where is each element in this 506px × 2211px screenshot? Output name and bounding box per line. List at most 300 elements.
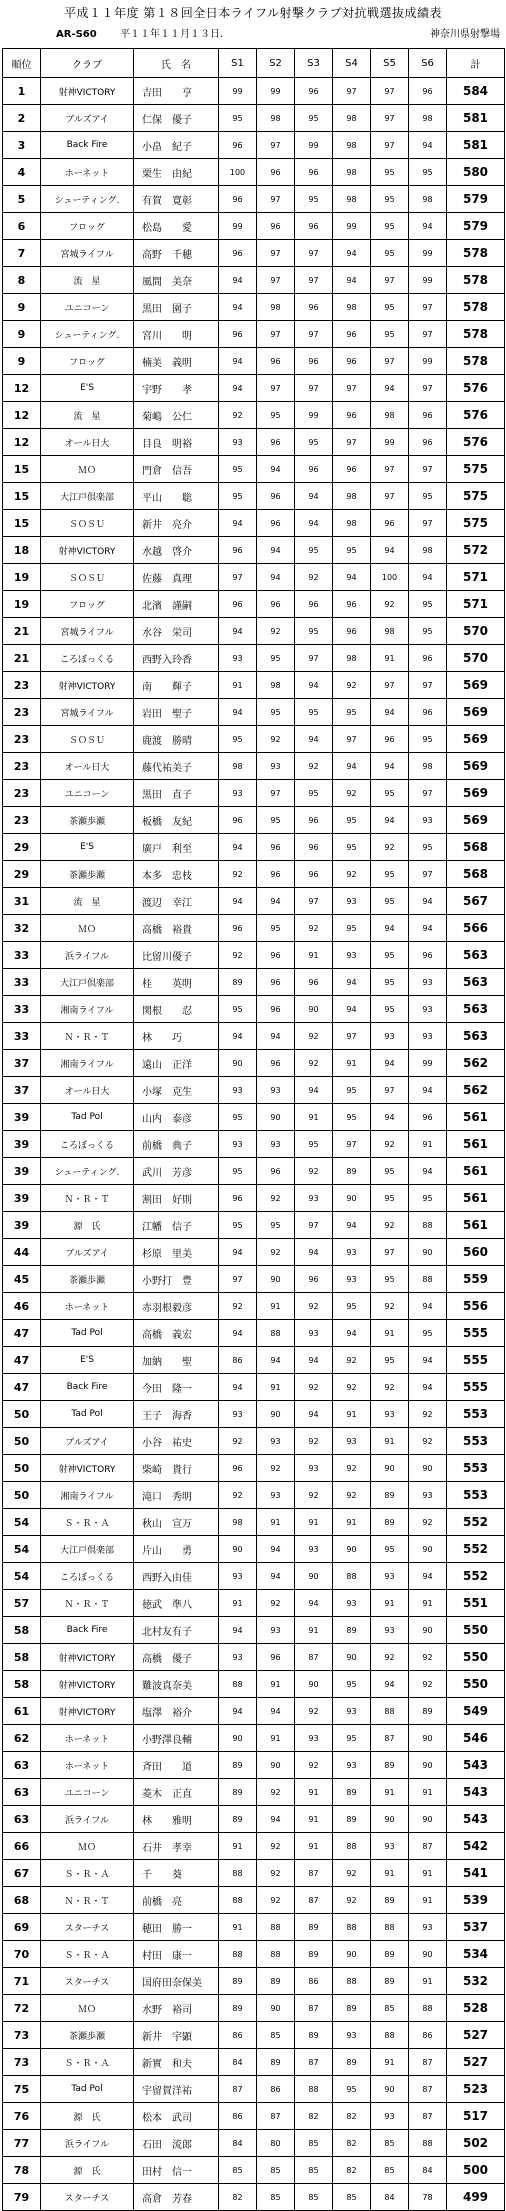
name-cell: 小塚 克生 [134, 1077, 219, 1104]
s6-cell: 94 [409, 1563, 447, 1590]
s4-cell: 90 [333, 1536, 371, 1563]
s6-cell: 96 [409, 1104, 447, 1131]
s1-cell: 96 [219, 807, 257, 834]
s2-cell: 90 [257, 1266, 295, 1293]
s3-cell: 92 [295, 1374, 333, 1401]
s6-cell: 90 [409, 1941, 447, 1968]
s6-cell: 95 [409, 726, 447, 753]
rank-cell: 75 [3, 2076, 41, 2103]
s5-cell: 92 [371, 1212, 409, 1239]
s2-cell: 99 [257, 78, 295, 105]
name-cell: 廣戸 利至 [134, 834, 219, 861]
s2-cell: 96 [257, 213, 295, 240]
s3-cell: 91 [295, 1617, 333, 1644]
s1-cell: 90 [219, 1725, 257, 1752]
s6-cell: 90 [409, 1725, 447, 1752]
rank-cell: 3 [3, 132, 41, 159]
club-cell: 射神VICTORY [41, 78, 134, 105]
s4-cell: 97 [333, 726, 371, 753]
table-row [3, 132, 505, 159]
table-row [3, 1968, 505, 1995]
total-cell: 543 [447, 1779, 505, 1806]
name-cell: 前橋 亮 [134, 1887, 219, 1914]
header-s6: S6 [409, 49, 447, 78]
s5-cell: 95 [371, 1185, 409, 1212]
name-cell: 門倉 信吾 [134, 456, 219, 483]
s2-cell: 92 [257, 1860, 295, 1887]
s1-cell: 96 [219, 186, 257, 213]
s6-cell: 94 [409, 1293, 447, 1320]
total-cell: 500 [447, 2157, 505, 2184]
s2-cell: 94 [257, 456, 295, 483]
s5-cell: 98 [371, 402, 409, 429]
s6-cell: 89 [409, 1698, 447, 1725]
rank-cell: 47 [3, 1374, 41, 1401]
s2-cell: 91 [257, 1509, 295, 1536]
total-cell: 550 [447, 1644, 505, 1671]
rank-cell: 37 [3, 1050, 41, 1077]
s6-cell: 95 [409, 483, 447, 510]
s5-cell: 97 [371, 1239, 409, 1266]
total-cell: 561 [447, 1158, 505, 1185]
s3-cell: 94 [295, 1077, 333, 1104]
s1-cell: 96 [219, 1455, 257, 1482]
rank-cell: 33 [3, 996, 41, 1023]
rank-cell: 29 [3, 834, 41, 861]
table-row [3, 1590, 505, 1617]
total-cell: 543 [447, 1752, 505, 1779]
rank-cell: 1 [3, 78, 41, 105]
s1-cell: 92 [219, 942, 257, 969]
s3-cell: 87 [295, 2049, 333, 2076]
table-row [3, 2130, 505, 2157]
total-cell: 571 [447, 564, 505, 591]
name-cell: 小畠 紀子 [134, 132, 219, 159]
club-cell: ブルズアイ [41, 105, 134, 132]
s3-cell: 92 [295, 1023, 333, 1050]
rank-cell: 9 [3, 348, 41, 375]
s3-cell: 94 [295, 1590, 333, 1617]
s2-cell: 88 [257, 1914, 295, 1941]
s4-cell: 82 [333, 2157, 371, 2184]
name-cell: 関根 忍 [134, 996, 219, 1023]
s4-cell: 89 [333, 1995, 371, 2022]
s2-cell: 91 [257, 1671, 295, 1698]
s2-cell: 94 [257, 1563, 295, 1590]
total-cell: 555 [447, 1374, 505, 1401]
s3-cell: 97 [295, 1212, 333, 1239]
total-cell: 575 [447, 510, 505, 537]
s3-cell: 97 [295, 375, 333, 402]
s4-cell: 93 [333, 1266, 371, 1293]
s6-cell: 87 [409, 2049, 447, 2076]
rank-cell: 39 [3, 1104, 41, 1131]
rank-cell: 54 [3, 1536, 41, 1563]
table-row [3, 2022, 505, 2049]
name-cell: 林 巧 [134, 1023, 219, 1050]
s4-cell: 88 [333, 1563, 371, 1590]
s1-cell: 93 [219, 780, 257, 807]
s6-cell: 97 [409, 861, 447, 888]
s4-cell: 96 [333, 321, 371, 348]
s1-cell: 93 [219, 1563, 257, 1590]
s5-cell: 91 [371, 1428, 409, 1455]
rank-cell: 21 [3, 618, 41, 645]
s3-cell: 85 [295, 2130, 333, 2157]
total-cell: 576 [447, 402, 505, 429]
s2-cell: 94 [257, 1536, 295, 1563]
s4-cell: 98 [333, 132, 371, 159]
s6-cell: 97 [409, 375, 447, 402]
club-cell: 射神VICTORY [41, 1455, 134, 1482]
table-row [3, 1887, 505, 1914]
s1-cell: 92 [219, 1428, 257, 1455]
table-row [3, 1401, 505, 1428]
s5-cell: 90 [371, 1806, 409, 1833]
s3-cell: 86 [295, 1968, 333, 1995]
s4-cell: 82 [333, 2130, 371, 2157]
table-row [3, 1212, 505, 1239]
total-cell: 569 [447, 780, 505, 807]
total-cell: 569 [447, 699, 505, 726]
event-code: AR-S60 [56, 29, 97, 40]
club-cell: 射神VICTORY [41, 672, 134, 699]
club-cell: スターチス [41, 1914, 134, 1941]
s5-cell: 97 [371, 456, 409, 483]
s6-cell: 97 [409, 294, 447, 321]
s4-cell: 94 [333, 240, 371, 267]
s4-cell: 92 [333, 1347, 371, 1374]
s1-cell: 92 [219, 1482, 257, 1509]
rank-cell: 23 [3, 699, 41, 726]
name-cell: 武川 芳彦 [134, 1158, 219, 1185]
s1-cell: 96 [219, 240, 257, 267]
s6-cell: 88 [409, 2130, 447, 2157]
s3-cell: 91 [295, 1509, 333, 1536]
header-s5: S5 [371, 49, 409, 78]
table-row [3, 267, 505, 294]
table-row [3, 1779, 505, 1806]
club-cell: シューティング. [41, 321, 134, 348]
s2-cell: 96 [257, 483, 295, 510]
s3-cell: 95 [295, 618, 333, 645]
total-cell: 569 [447, 753, 505, 780]
rank-cell: 63 [3, 1779, 41, 1806]
s3-cell: 89 [295, 1941, 333, 1968]
name-cell: 小谷 祐史 [134, 1428, 219, 1455]
name-cell: 宮川 明 [134, 321, 219, 348]
total-cell: 578 [447, 294, 505, 321]
name-cell: 山内 泰彦 [134, 1104, 219, 1131]
s1-cell: 94 [219, 294, 257, 321]
club-cell: ころぼっくる [41, 1131, 134, 1158]
s2-cell: 96 [257, 834, 295, 861]
s5-cell: 97 [371, 105, 409, 132]
table-row [3, 1644, 505, 1671]
s2-cell: 86 [257, 2076, 295, 2103]
total-cell: 553 [447, 1455, 505, 1482]
s1-cell: 84 [219, 2130, 257, 2157]
s2-cell: 91 [257, 1725, 295, 1752]
name-cell: 栗生 由紀 [134, 159, 219, 186]
s1-cell: 97 [219, 1266, 257, 1293]
s1-cell: 94 [219, 1617, 257, 1644]
s4-cell: 96 [333, 348, 371, 375]
table-row [3, 348, 505, 375]
s3-cell: 96 [295, 294, 333, 321]
s2-cell: 95 [257, 402, 295, 429]
name-cell: 斉田 道 [134, 1752, 219, 1779]
rank-cell: 46 [3, 1293, 41, 1320]
s2-cell: 97 [257, 132, 295, 159]
s4-cell: 94 [333, 996, 371, 1023]
s1-cell: 93 [219, 1131, 257, 1158]
s5-cell: 93 [371, 1617, 409, 1644]
s5-cell: 91 [371, 2049, 409, 2076]
s1-cell: 89 [219, 1968, 257, 1995]
s5-cell: 94 [371, 537, 409, 564]
club-cell: 宮城ライフル [41, 699, 134, 726]
s1-cell: 93 [219, 429, 257, 456]
s2-cell: 97 [257, 375, 295, 402]
rank-cell: 39 [3, 1185, 41, 1212]
s5-cell: 97 [371, 267, 409, 294]
total-cell: 568 [447, 834, 505, 861]
s5-cell: 89 [371, 1968, 409, 1995]
s2-cell: 94 [257, 1023, 295, 1050]
club-cell: フロッグ [41, 591, 134, 618]
s2-cell: 94 [257, 1806, 295, 1833]
s6-cell: 96 [409, 942, 447, 969]
name-cell: 杉原 里美 [134, 1239, 219, 1266]
table-row [3, 1833, 505, 1860]
total-cell: 561 [447, 1212, 505, 1239]
s6-cell: 92 [409, 1644, 447, 1671]
s6-cell: 97 [409, 321, 447, 348]
s5-cell: 95 [371, 942, 409, 969]
s3-cell: 99 [295, 132, 333, 159]
s5-cell: 95 [371, 159, 409, 186]
table-row [3, 1293, 505, 1320]
total-cell: 527 [447, 2049, 505, 2076]
s3-cell: 96 [295, 159, 333, 186]
s5-cell: 94 [371, 375, 409, 402]
rank-cell: 50 [3, 1455, 41, 1482]
s3-cell: 94 [295, 1401, 333, 1428]
name-cell: 松島 愛 [134, 213, 219, 240]
total-cell: 563 [447, 996, 505, 1023]
s3-cell: 94 [295, 483, 333, 510]
s2-cell: 93 [257, 1077, 295, 1104]
total-cell: 552 [447, 1509, 505, 1536]
table-row [3, 564, 505, 591]
s4-cell: 96 [333, 591, 371, 618]
table-row [3, 1158, 505, 1185]
table-row [3, 915, 505, 942]
s1-cell: 89 [219, 969, 257, 996]
s6-cell: 91 [409, 1968, 447, 1995]
s6-cell: 99 [409, 348, 447, 375]
rank-cell: 5 [3, 186, 41, 213]
s3-cell: 89 [295, 2022, 333, 2049]
s4-cell: 95 [333, 699, 371, 726]
s2-cell: 95 [257, 807, 295, 834]
club-cell: ブルズアイ [41, 1239, 134, 1266]
header-total: 計 [447, 49, 505, 78]
name-cell: 菱木 正直 [134, 1779, 219, 1806]
s6-cell: 94 [409, 1347, 447, 1374]
name-cell: 高橋 優子 [134, 1644, 219, 1671]
s3-cell: 92 [295, 1158, 333, 1185]
s4-cell: 92 [333, 1860, 371, 1887]
total-cell: 555 [447, 1347, 505, 1374]
club-cell: ホーネット [41, 1725, 134, 1752]
s2-cell: 92 [257, 1779, 295, 1806]
s3-cell: 91 [295, 1104, 333, 1131]
s4-cell: 95 [333, 1725, 371, 1752]
total-cell: 576 [447, 375, 505, 402]
total-cell: 553 [447, 1482, 505, 1509]
s5-cell: 84 [371, 2184, 409, 2211]
s1-cell: 94 [219, 1320, 257, 1347]
s2-cell: 93 [257, 1482, 295, 1509]
total-cell: 569 [447, 672, 505, 699]
table-row [3, 591, 505, 618]
s6-cell: 93 [409, 1023, 447, 1050]
s6-cell: 94 [409, 915, 447, 942]
rank-cell: 76 [3, 2103, 41, 2130]
total-cell: 581 [447, 132, 505, 159]
s6-cell: 87 [409, 1833, 447, 1860]
total-cell: 570 [447, 618, 505, 645]
total-cell: 563 [447, 1023, 505, 1050]
table-row [3, 672, 505, 699]
rank-cell: 7 [3, 240, 41, 267]
s4-cell: 94 [333, 1212, 371, 1239]
name-cell: 柴崎 貴行 [134, 1455, 219, 1482]
club-cell: ころぼっくる [41, 1563, 134, 1590]
s3-cell: 96 [295, 348, 333, 375]
s4-cell: 95 [333, 807, 371, 834]
rank-cell: 63 [3, 1806, 41, 1833]
total-cell: 578 [447, 267, 505, 294]
s1-cell: 94 [219, 1239, 257, 1266]
table-row [3, 1131, 505, 1158]
name-cell: 佐藤 真理 [134, 564, 219, 591]
s5-cell: 96 [371, 510, 409, 537]
s1-cell: 95 [219, 105, 257, 132]
s4-cell: 92 [333, 1887, 371, 1914]
name-cell: 板橋 友紀 [134, 807, 219, 834]
s5-cell: 91 [371, 1320, 409, 1347]
s3-cell: 90 [295, 996, 333, 1023]
s1-cell: 91 [219, 1914, 257, 1941]
s6-cell: 90 [409, 1239, 447, 1266]
name-cell: 北濱 謹嗣 [134, 591, 219, 618]
total-cell: 552 [447, 1536, 505, 1563]
s6-cell: 98 [409, 186, 447, 213]
club-cell: 源 氏 [41, 2157, 134, 2184]
rank-cell: 47 [3, 1320, 41, 1347]
s6-cell: 93 [409, 1482, 447, 1509]
s6-cell: 92 [409, 1671, 447, 1698]
s2-cell: 96 [257, 510, 295, 537]
total-cell: 550 [447, 1617, 505, 1644]
name-cell: 遠山 正洋 [134, 1050, 219, 1077]
s5-cell: 97 [371, 1077, 409, 1104]
table-row [3, 510, 505, 537]
table-row [3, 537, 505, 564]
s1-cell: 92 [219, 402, 257, 429]
table-row [3, 726, 505, 753]
name-cell: 田村 信一 [134, 2157, 219, 2184]
table-row [3, 2049, 505, 2076]
s3-cell: 94 [295, 672, 333, 699]
name-cell: 穂田 勝一 [134, 1914, 219, 1941]
s1-cell: 92 [219, 861, 257, 888]
s6-cell: 93 [409, 1914, 447, 1941]
s2-cell: 92 [257, 726, 295, 753]
s1-cell: 89 [219, 1752, 257, 1779]
s3-cell: 92 [295, 1698, 333, 1725]
table-row [3, 780, 505, 807]
s4-cell: 90 [333, 1644, 371, 1671]
s6-cell: 96 [409, 645, 447, 672]
table-row [3, 1374, 505, 1401]
s6-cell: 90 [409, 1806, 447, 1833]
s1-cell: 97 [219, 564, 257, 591]
s5-cell: 88 [371, 1914, 409, 1941]
club-cell: Ｎ・Ｒ・Ｔ [41, 1590, 134, 1617]
s5-cell: 93 [371, 1401, 409, 1428]
s2-cell: 90 [257, 1401, 295, 1428]
s4-cell: 95 [333, 915, 371, 942]
s3-cell: 92 [295, 1752, 333, 1779]
s5-cell: 94 [371, 1104, 409, 1131]
name-cell: 片山 勇 [134, 1536, 219, 1563]
s4-cell: 89 [333, 2049, 371, 2076]
name-cell: 目良 明裕 [134, 429, 219, 456]
club-cell: 大江戸倶楽部 [41, 1536, 134, 1563]
s4-cell: 93 [333, 1752, 371, 1779]
s2-cell: 96 [257, 996, 295, 1023]
table-row [3, 1455, 505, 1482]
s1-cell: 89 [219, 1995, 257, 2022]
s3-cell: 96 [295, 807, 333, 834]
rank-cell: 71 [3, 1968, 41, 1995]
s6-cell: 91 [409, 1860, 447, 1887]
s3-cell: 95 [295, 186, 333, 213]
table-row [3, 753, 505, 780]
s1-cell: 91 [219, 1833, 257, 1860]
s6-cell: 91 [409, 1779, 447, 1806]
name-cell: 渡辺 幸江 [134, 888, 219, 915]
s4-cell: 93 [333, 1590, 371, 1617]
total-cell: 550 [447, 1671, 505, 1698]
rank-cell: 33 [3, 942, 41, 969]
s5-cell: 95 [371, 186, 409, 213]
name-cell: 比留川優子 [134, 942, 219, 969]
rank-cell: 4 [3, 159, 41, 186]
rank-cell: 39 [3, 1158, 41, 1185]
rank-cell: 23 [3, 726, 41, 753]
s2-cell: 95 [257, 699, 295, 726]
s1-cell: 94 [219, 510, 257, 537]
s3-cell: 87 [295, 1887, 333, 1914]
total-cell: 556 [447, 1293, 505, 1320]
name-cell: 徳武 準八 [134, 1590, 219, 1617]
name-cell: 黒田 園子 [134, 294, 219, 321]
